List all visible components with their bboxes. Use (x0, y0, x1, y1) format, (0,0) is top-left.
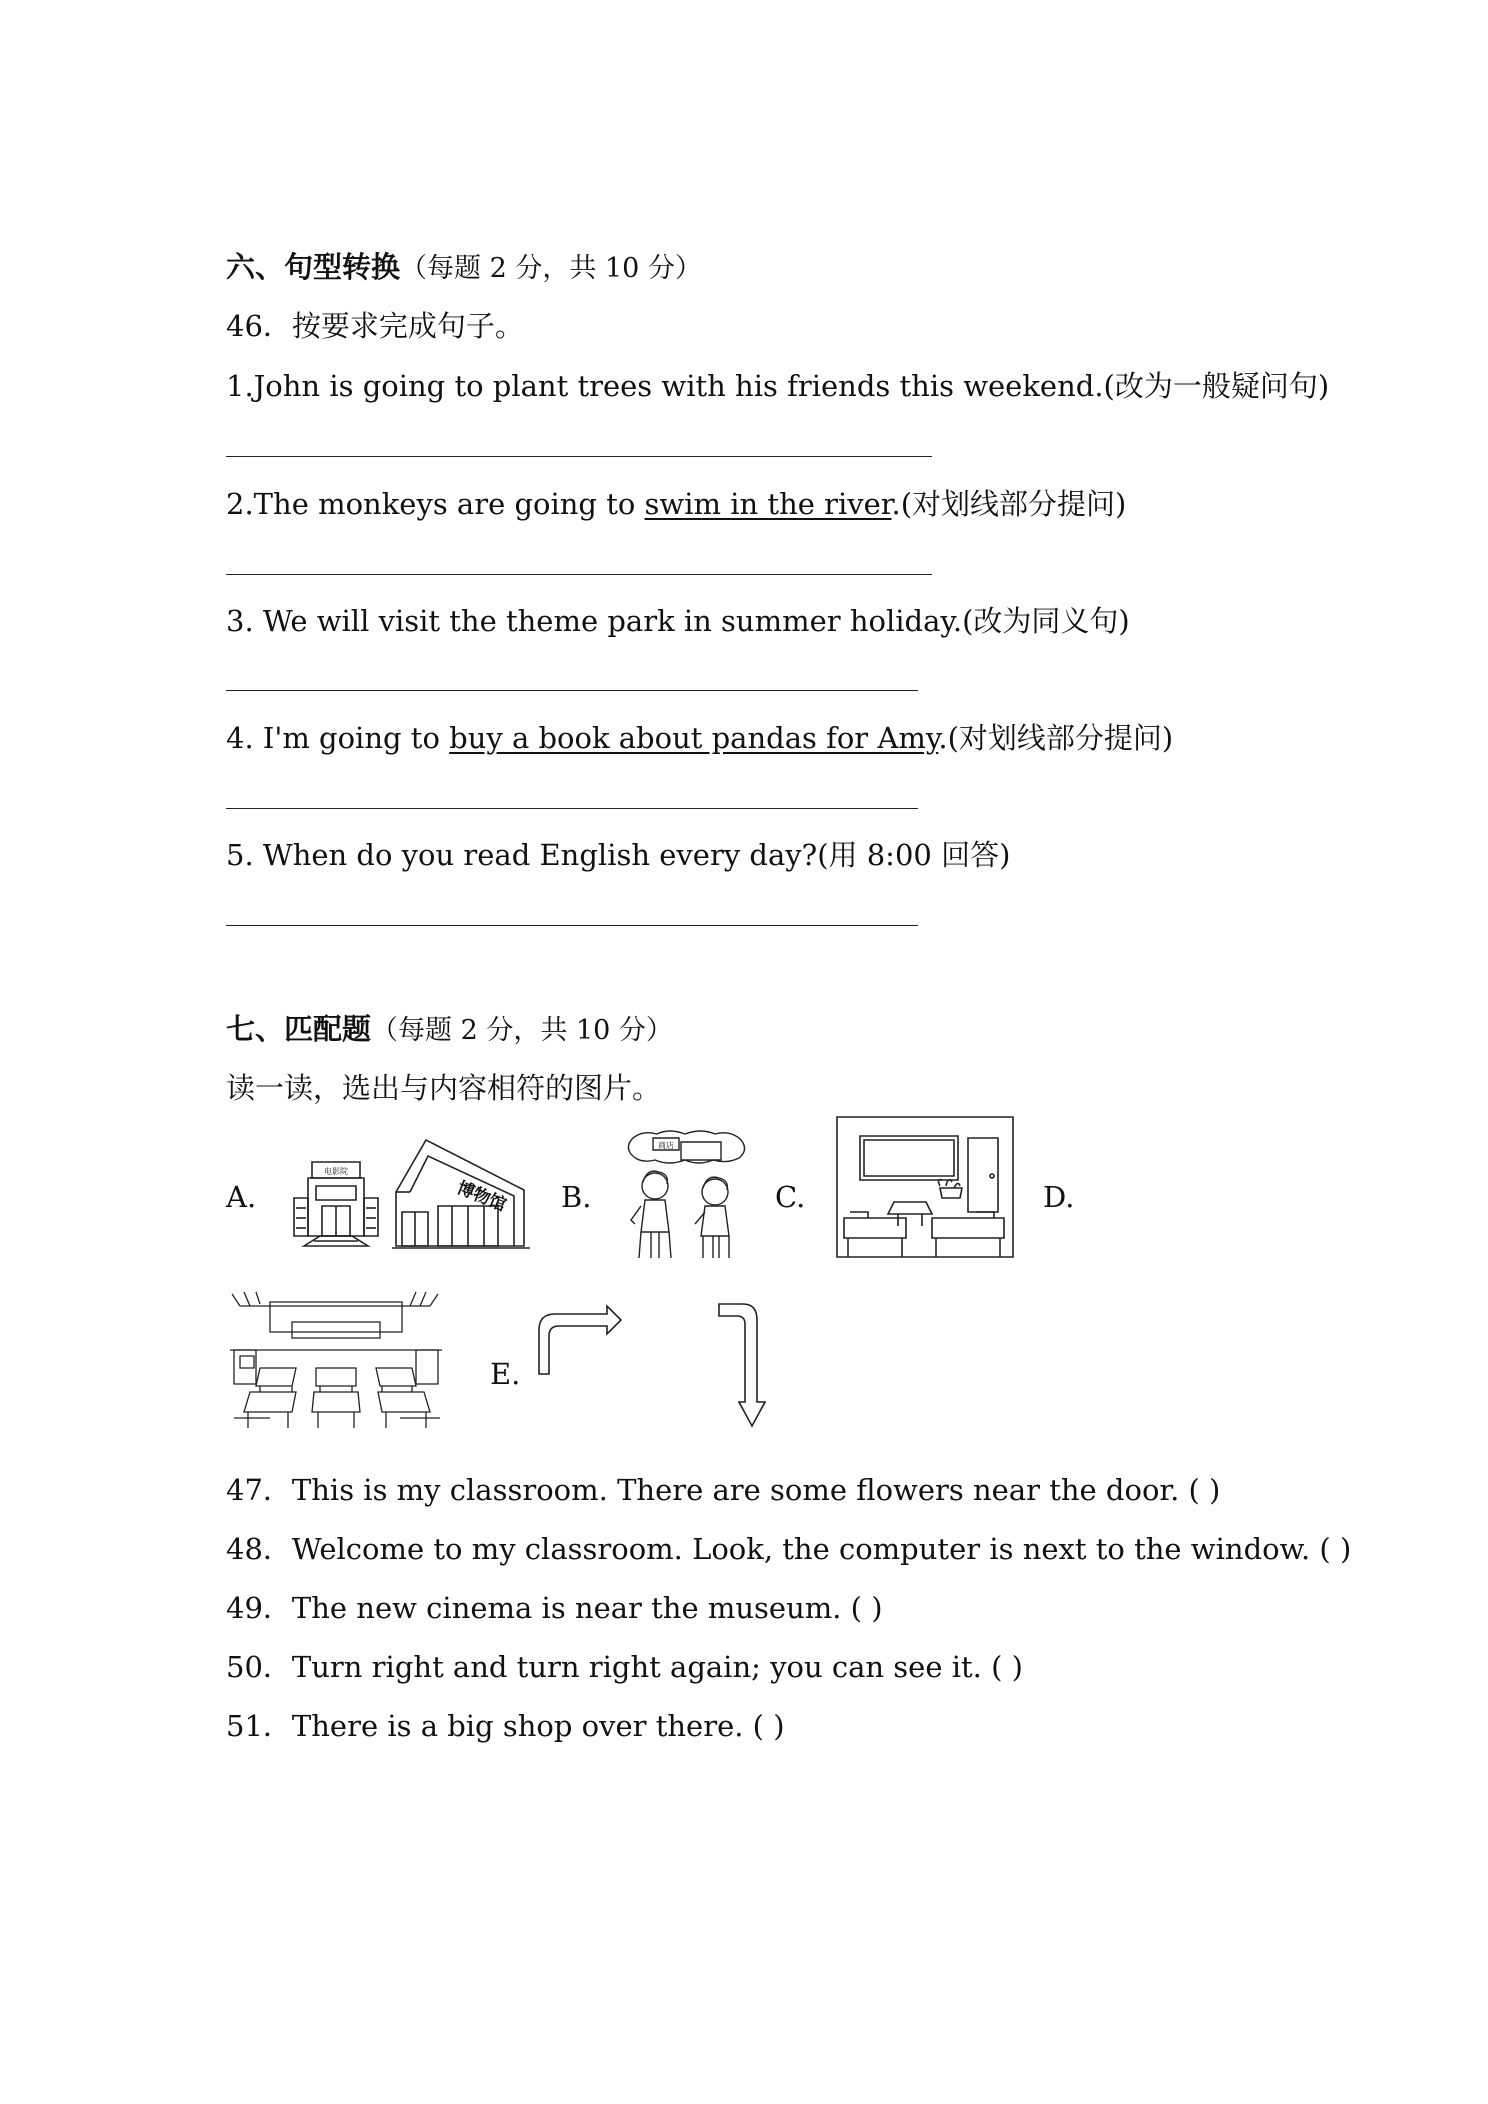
option-c-label: C. (775, 1180, 806, 1214)
item-text: 5. When do you read English every day?(用 8:00 回答) (226, 838, 1011, 872)
museum-illustration (392, 1134, 530, 1252)
item-text: 1.John is going to plant trees with his friends this weekend.(改为一般疑问句) (226, 369, 1330, 403)
turn-right-arrow-2 (719, 1304, 765, 1426)
item-text: 2.The monkeys are going to (226, 487, 645, 521)
question-48 (226, 1532, 1351, 1566)
question-text: 按要求完成句子。 (291, 309, 524, 343)
transform-item-2 (226, 487, 1126, 521)
transform-item-5 (226, 838, 1010, 872)
question-number: 49． (226, 1591, 292, 1625)
option-a-label: A. (226, 1180, 257, 1214)
turn-right-arrows-illustration (537, 1302, 777, 1428)
item-text: 3. We will visit the theme park in summer holiday.(改为同义句) (226, 604, 1130, 638)
question-text: There is a big shop over there. ( ) (291, 1709, 785, 1743)
question-text: Turn right and turn right again; you can see it. ( ) (291, 1650, 1023, 1684)
turn-right-arrow-1 (539, 1306, 621, 1374)
question-51 (226, 1709, 785, 1743)
question-text: The new cinema is near the museum. ( ) (291, 1591, 883, 1625)
shop-sign-text: 商店 (658, 1141, 674, 1150)
cinema-sign-text: 电影院 (324, 1167, 348, 1176)
question-text: This is my classroom. There are some flowers near the door. ( ) (291, 1473, 1221, 1507)
question-number: 48． (226, 1532, 292, 1566)
question-number: 51． (226, 1709, 292, 1743)
item-text: 4. I'm going to (226, 721, 450, 755)
transform-item-3 (226, 604, 1130, 638)
section-6-title: 六、句型转换 (226, 250, 401, 284)
question-47 (226, 1473, 1220, 1507)
underlined-phrase: buy a book about pandas for Amy (449, 721, 939, 755)
item-instruction: .(对划线部分提问) (891, 487, 1127, 521)
section-6-score: （每题 2 分，共 10 分） (400, 253, 702, 284)
question-46 (226, 309, 524, 343)
option-b-label: B. (561, 1180, 592, 1214)
option-e-label: E. (490, 1357, 521, 1391)
section-6-heading (226, 250, 702, 286)
question-50 (226, 1650, 1023, 1684)
question-number: 46． (226, 309, 292, 343)
answer-line-1[interactable] (226, 456, 932, 457)
cinema-illustration (290, 1158, 382, 1250)
answer-line-3[interactable] (226, 690, 918, 691)
classroom-flowers-illustration (836, 1116, 1014, 1258)
shop-boys-illustration (623, 1128, 749, 1260)
question-text: Welcome to my classroom. Look, the computer is next to the window. ( ) (291, 1532, 1352, 1566)
transform-item-1 (226, 369, 1329, 403)
transform-item-4 (226, 721, 1173, 755)
museum-sign-text: 博物馆 (454, 1178, 509, 1216)
classroom-computer-illustration (230, 1290, 442, 1430)
section-7-heading (226, 1012, 673, 1048)
section-7-title: 七、匹配题 (226, 1012, 372, 1046)
section-7-instruction: 读一读，选出与内容相符的图片。 (226, 1071, 662, 1105)
question-49 (226, 1591, 883, 1625)
item-instruction: .(对划线部分提问) (938, 721, 1174, 755)
section-7-score: （每题 2 分，共 10 分） (371, 1015, 673, 1046)
answer-line-4[interactable] (226, 808, 918, 809)
question-number: 50． (226, 1650, 292, 1684)
question-number: 47． (226, 1473, 292, 1507)
answer-line-2[interactable] (226, 574, 932, 575)
underlined-phrase: swim in the river (644, 487, 892, 521)
option-d-label: D. (1043, 1180, 1075, 1214)
answer-line-5[interactable] (226, 925, 918, 926)
